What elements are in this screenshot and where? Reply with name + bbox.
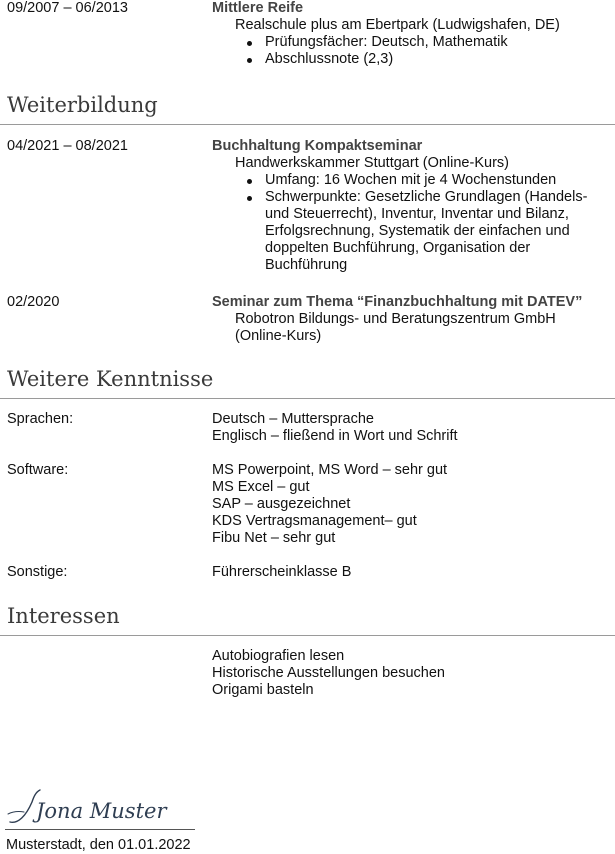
bullet-item: Umfang: 16 Wochen mit je 4 Wochenstunden [265, 172, 612, 189]
entry-bullets [212, 172, 612, 274]
entry-date: 02/2020 [7, 294, 60, 310]
skill-label: Sonstige: [7, 564, 68, 580]
entry-content [212, 294, 612, 345]
skill-item: KDS Vertragsmanagement– gut [212, 513, 417, 529]
skill-items [212, 462, 612, 547]
section-heading-interessen: Interessen [7, 604, 120, 628]
skill-label: Software: [7, 462, 69, 478]
interest-item: Autobiografien lesen [212, 648, 345, 664]
section-heading-kenntnisse: Weitere Kenntnisse [7, 367, 214, 391]
entry-title: Buchhaltung Kompaktseminar [212, 138, 423, 154]
entry-institution: Realschule plus am Ebertpark (Ludwigshafen, DE) [235, 17, 560, 33]
entry-institution: Robotron Bildungs- und Beratungszentrum GmbH (Online-Kurs) [235, 311, 556, 344]
signature-image [6, 786, 206, 830]
skill-item: MS Powerpoint, MS Word – sehr gut [212, 462, 448, 478]
bullet-item: Abschlussnote (2,3) [265, 51, 612, 68]
entry-date: 09/2007 – 06/2013 [7, 0, 128, 16]
entry-title: Mittlere Reife [212, 0, 304, 16]
entry-title: Seminar zum Thema “Finanzbuchhaltung mit DATEV” [212, 294, 583, 310]
entry-bullets [212, 34, 612, 68]
interest-item: Origami basteln [212, 682, 314, 698]
skill-item: SAP – ausgezeichnet [212, 496, 351, 512]
skill-label: Sprachen: [7, 411, 74, 427]
bullet-item: Prüfungsfächer: Deutsch, Mathematik [265, 34, 612, 51]
skill-item: Fibu Net – sehr gut [212, 530, 336, 546]
skill-item: Englisch – fließend in Wort und Schrift [212, 428, 458, 444]
skill-items [212, 564, 612, 581]
skill-items [212, 411, 612, 445]
bullet-item: Schwerpunkte: Gesetzliche Grundlagen (Handels- und Steuerrecht), Inventur, Inventar und Bilanz, Erfolgsrechnung, Systematik der einfachen und doppelten Buchführung, Organisation der Buchführung [265, 189, 612, 274]
interest-items [212, 648, 612, 699]
signature-line [5, 829, 195, 830]
entry-institution: Handwerkskammer Stuttgart (Online-Kurs) [235, 155, 509, 171]
skill-item: Führerscheinklasse B [212, 564, 352, 580]
signature-text: Jona Muster [36, 799, 167, 823]
skill-item: MS Excel – gut [212, 479, 310, 495]
entry-content [212, 138, 612, 274]
section-divider [0, 635, 615, 636]
entry-date: 04/2021 – 08/2021 [7, 138, 128, 154]
section-heading-weiterbildung: Weiterbildung [7, 93, 158, 117]
section-divider [0, 124, 615, 125]
entry-content [212, 0, 612, 68]
interest-item: Historische Ausstellungen besuchen [212, 665, 445, 681]
section-divider [0, 398, 615, 399]
skill-item: Deutsch – Muttersprache [212, 411, 374, 427]
place-date: Musterstadt, den 01.01.2022 [6, 837, 191, 853]
